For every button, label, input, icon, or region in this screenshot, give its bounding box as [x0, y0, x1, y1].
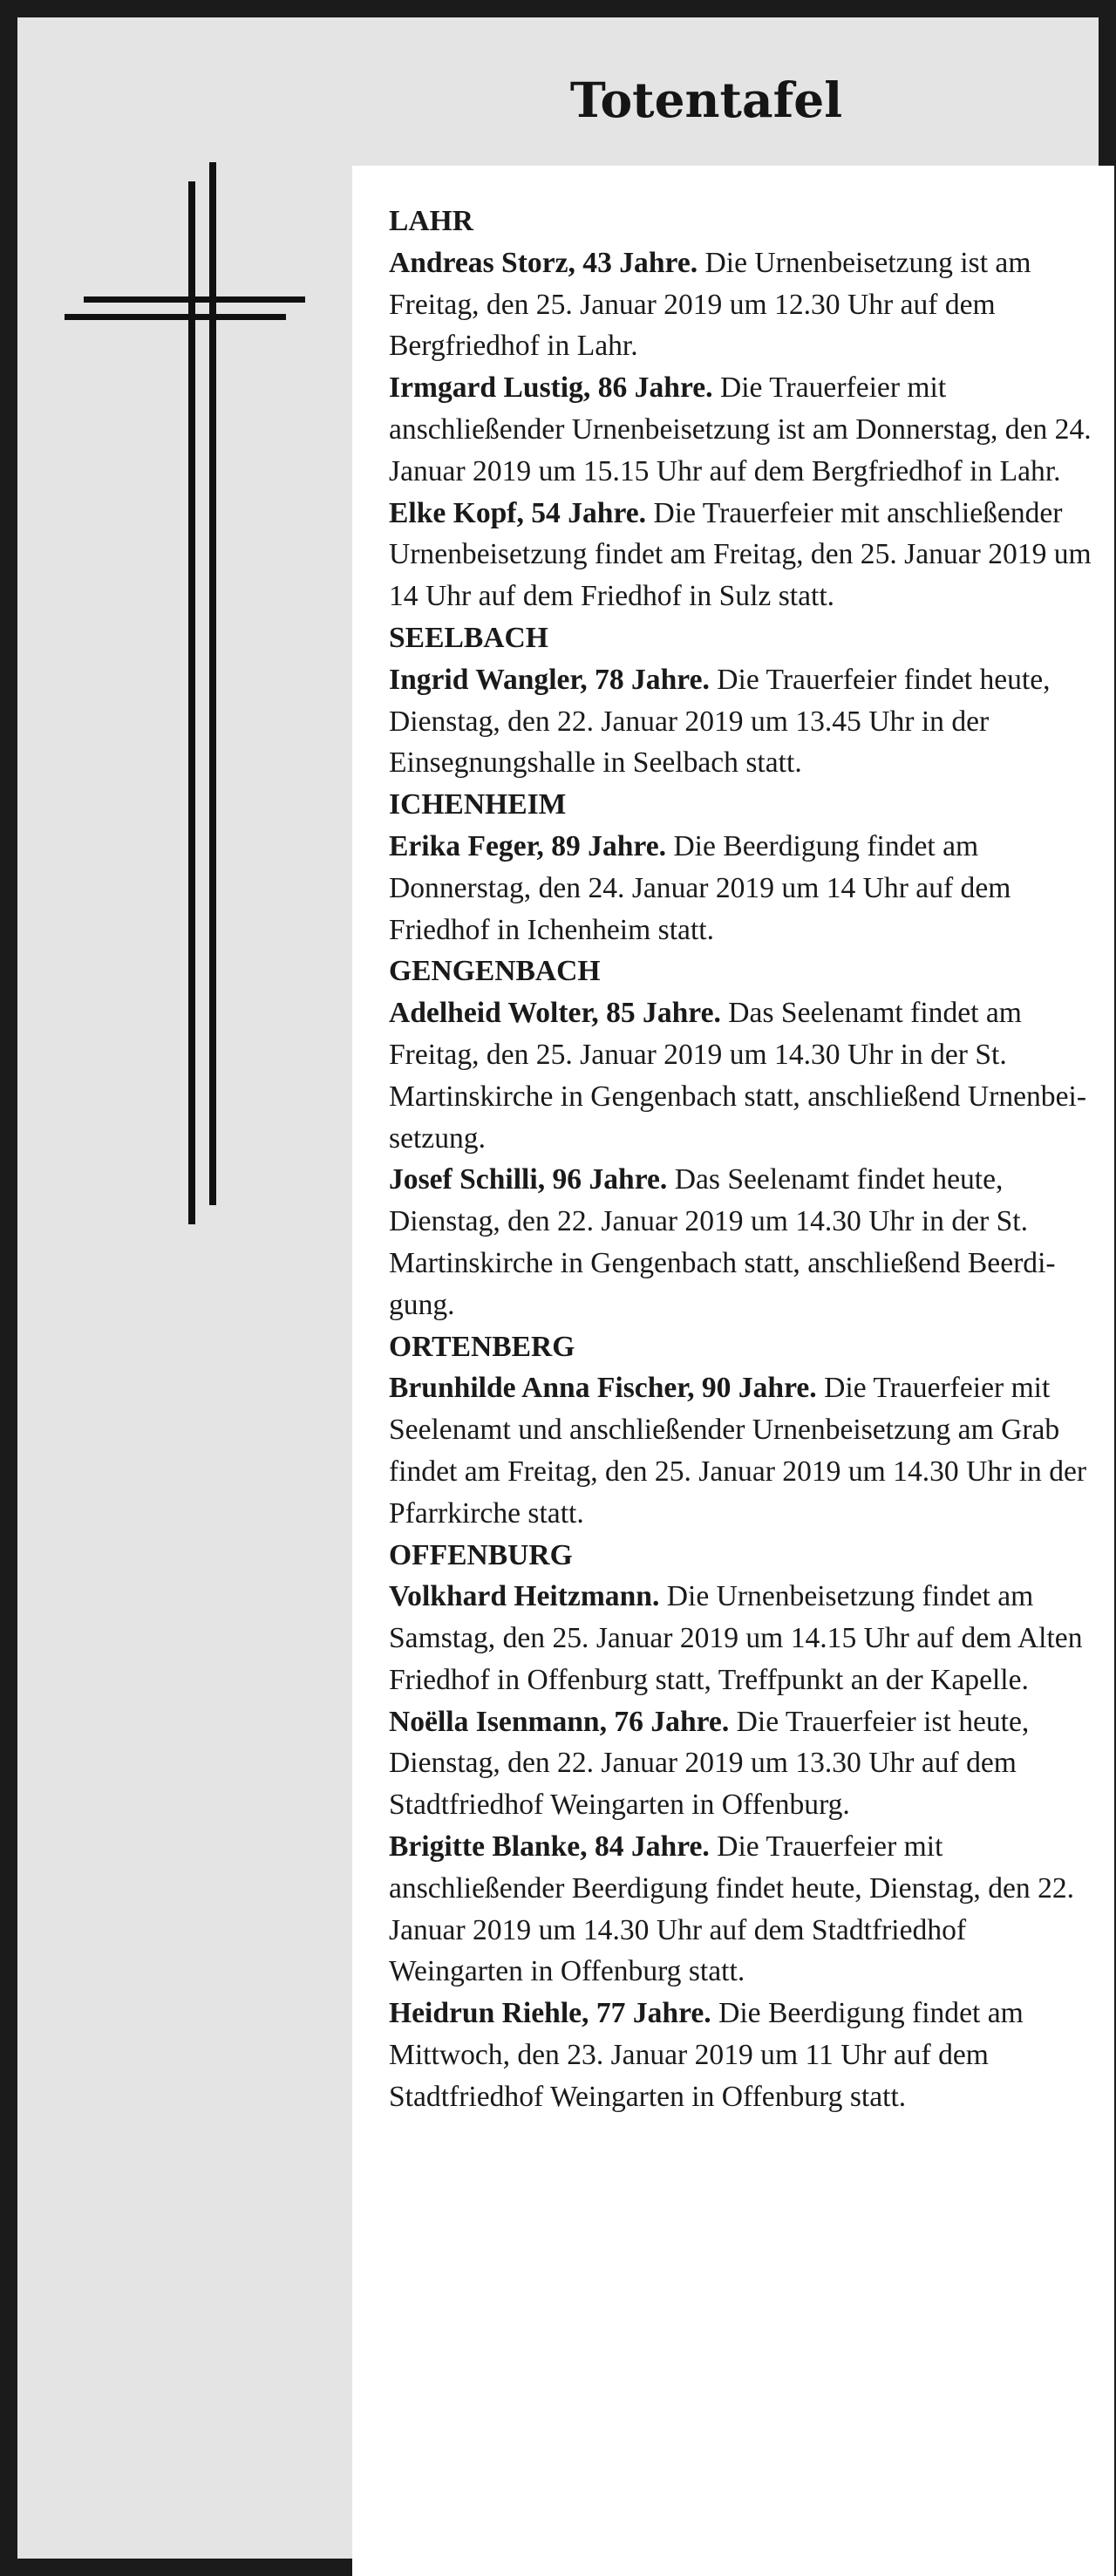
obituary-entry	[389, 1993, 1097, 2117]
obituary-entry	[389, 1159, 1097, 1325]
deceased-name: Brigitte Blanke, 84 Jahre.	[389, 1830, 710, 1864]
deceased-name: Brunhilde Anna Fischer, 90 Jahre.	[389, 1372, 817, 1405]
obituary-text: Die Trauerfeier mit anschließender Urnenbeisetzung findet am Freitag, den 25. Januar 2019 um 14 Uhr auf dem Friedhof in Sulz statt.	[389, 496, 1092, 613]
section	[389, 784, 1097, 951]
obituary-entry	[389, 1576, 1097, 1700]
deceased-name: Noëlla Isenmann, 76 Jahre.	[389, 1705, 730, 1738]
deceased-name: Adelheid Wolter, 85 Jahre.	[389, 997, 721, 1030]
deceased-name: Josef Schilli, 96 Jahre.	[389, 1163, 668, 1196]
obituary-entry	[389, 992, 1097, 1159]
obituary-text: Das Seelenamt findet am Freitag, den 25. Januar 2019 um 14.30 Uhr in der St. Martinskirche in Gengenbach statt, anschließend Urnenbeisetzung.	[389, 997, 1087, 1155]
obituary-entry	[389, 1701, 1097, 1826]
obituary-entry	[389, 242, 1097, 367]
section-place: SEELBACH	[389, 621, 548, 654]
section	[389, 951, 1097, 1325]
deceased-name: Andreas Storz, 43 Jahre.	[389, 246, 698, 279]
section-place: OFFENBURG	[389, 1538, 573, 1571]
deceased-name: Heidrun Riehle, 77 Jahre.	[389, 1997, 711, 2030]
section	[389, 201, 1097, 617]
obituary-text: Die Trauerfeier mit anschließender Beerdigung findet heute, Dienstag, den 22. Januar 2019 um 14.30 Uhr auf dem Stadtfriedhof Weingarten in Offenburg statt.	[389, 1830, 1075, 1988]
cross-icon	[17, 17, 331, 1256]
obituary-entry	[389, 659, 1097, 784]
obituary-entry	[389, 493, 1097, 617]
obituary-text: Die Trauerfeier mit anschließender Urnenbeisetzung ist am Donnerstag, den 24. Januar 2019 um 15.15 Uhr auf dem Bergfriedhof in Lahr.	[389, 371, 1092, 487]
obituary-text: Die Trauerfeier findet heute, Dienstag, den 22. Januar 2019 um 13.45 Uhr in der Einsegnungshalle in Seelbach statt.	[389, 663, 1051, 780]
cross-vertical-bar-left	[188, 181, 195, 1224]
cross-horizontal-bar-top	[84, 296, 305, 303]
section-place: ORTENBERG	[389, 1330, 575, 1363]
section	[389, 1535, 1097, 2118]
obituary-entry	[389, 826, 1097, 951]
deceased-name: Elke Kopf, 54 Jahre.	[389, 496, 647, 529]
obituary-text: Die Trauerfeier mit Seelenamt und anschließender Urnenbeisetzung am Grab findet am Freitag, den 25. Januar 2019 um 14.30 Uhr in der Pfarrkirche statt.	[389, 1372, 1087, 1530]
cross-horizontal-bar-bottom	[65, 314, 286, 320]
obituary-text: Die Urnenbeisetzung ist am Freitag, den 25. Januar 2019 um 12.30 Uhr auf dem Bergfriedhof in Lahr.	[389, 246, 1031, 363]
section-place: ICHENHEIM	[389, 788, 567, 821]
deceased-name: Volkhard Heitzmann.	[389, 1580, 660, 1613]
obituary-text: Die Beerdigung findet am Donnerstag, den 24. Januar 2019 um 14 Uhr auf dem Friedhof in Ichenheim statt.	[389, 829, 1011, 946]
obituary-entry	[389, 367, 1097, 492]
obituary-entry	[389, 1367, 1097, 1534]
section	[389, 617, 1097, 784]
section-place: GENGENBACH	[389, 955, 601, 988]
obituary-entry	[389, 1826, 1097, 1993]
obituary-text: Das Seelenamt findet heute, Dienstag, den 22. Januar 2019 um 14.30 Uhr in der St. Martinskirche in Gengenbach statt, anschließend Beerdigung.	[389, 1163, 1056, 1321]
page-title: Totentafel	[569, 72, 843, 128]
obituary-text: Die Urnenbeisetzung findet am Samstag, den 25. Januar 2019 um 14.15 Uhr auf dem Alten Friedhof in Offenburg statt, Treffpunkt an der Kapelle.	[389, 1580, 1083, 1696]
section-place: LAHR	[389, 205, 474, 237]
deceased-name: Ingrid Wangler, 78 Jahre.	[389, 663, 710, 696]
obituary-text: Die Beerdigung findet am Mittwoch, den 23. Januar 2019 um 11 Uhr auf dem Stadtfriedhof Weingarten in Offenburg statt.	[389, 1997, 1024, 2113]
section	[389, 1326, 1097, 1535]
deceased-name: Erika Feger, 89 Jahre.	[389, 829, 667, 862]
obituary-text: Die Trauerfeier ist heute, Dienstag, den 22. Januar 2019 um 13.30 Uhr auf dem Stadtfriedhof Weingarten in Offenburg.	[389, 1705, 1030, 1822]
obituary-list	[352, 166, 1114, 2576]
deceased-name: Irmgard Lustig, 86 Jahre.	[389, 371, 713, 405]
